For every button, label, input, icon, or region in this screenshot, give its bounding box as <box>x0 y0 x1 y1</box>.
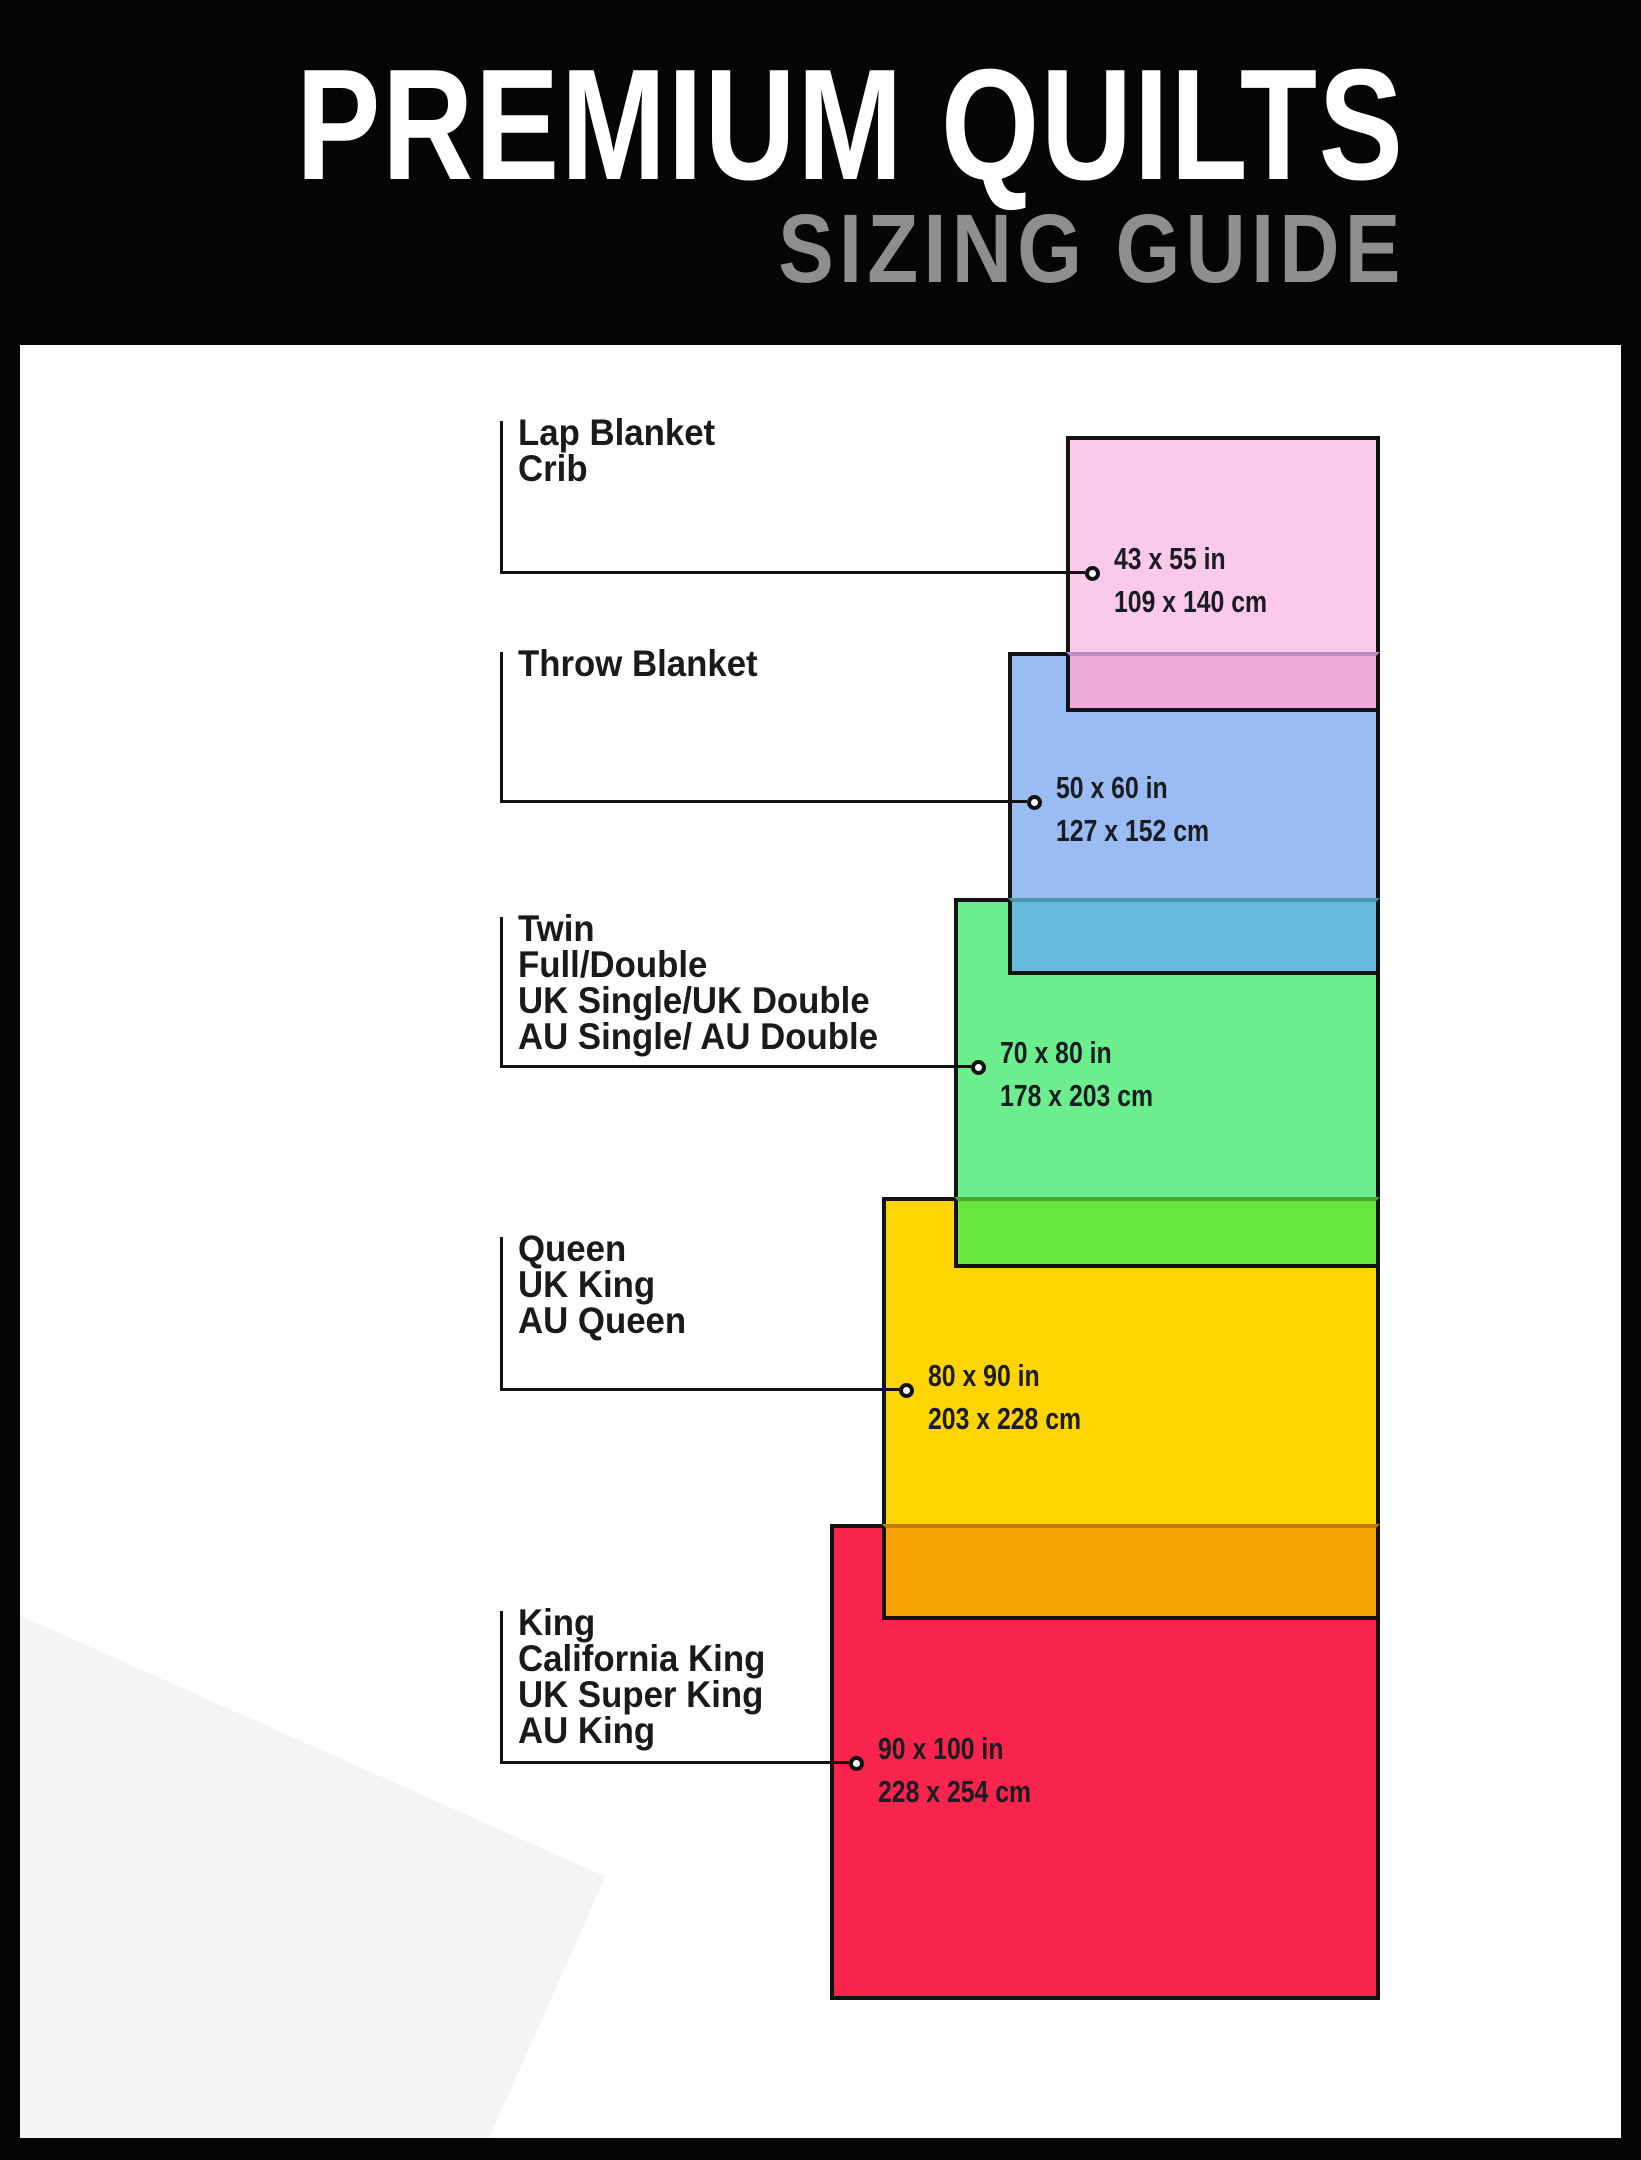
label-guide-line <box>500 652 503 803</box>
size-label-queen <box>518 1228 687 1341</box>
size-label-lap-crib <box>518 412 716 489</box>
size-label-line: UK King <box>518 1264 656 1305</box>
connector-dot <box>849 1756 864 1771</box>
size-label-line: Lap Blanket <box>518 412 716 453</box>
connector-dot <box>1085 566 1100 581</box>
dimension-cm: 109 x 140 cm <box>1114 584 1268 619</box>
label-guide-line <box>500 421 503 574</box>
overlap-band-twin-queen <box>954 1197 1380 1268</box>
dimension-inches: 90 x 100 in <box>878 1731 1004 1766</box>
dimension-cm: 178 x 203 cm <box>1000 1078 1154 1113</box>
dimension-text-lap-crib <box>1114 537 1267 623</box>
connector-line <box>500 800 1027 803</box>
size-label-line: King <box>518 1602 596 1643</box>
dimension-text-king <box>878 1727 1031 1813</box>
connector-dot <box>899 1383 914 1398</box>
size-label-line: AU King <box>518 1710 656 1751</box>
size-label-line: Queen <box>518 1228 627 1269</box>
dimension-text-twin <box>1000 1031 1153 1117</box>
label-guide-line <box>500 917 503 1068</box>
overlap-band-lap-throw <box>1066 652 1380 712</box>
size-label-line: Crib <box>518 448 588 489</box>
connector-line <box>500 1761 849 1764</box>
size-label-line: California King <box>518 1638 766 1679</box>
dimension-cm: 228 x 254 cm <box>878 1774 1032 1809</box>
dimension-text-queen <box>928 1354 1081 1440</box>
connector-dot <box>1027 795 1042 810</box>
dimension-inches: 50 x 60 in <box>1056 770 1168 805</box>
dimension-inches: 70 x 80 in <box>1000 1035 1112 1070</box>
size-label-line: Twin <box>518 908 595 949</box>
connector-line <box>500 1065 971 1068</box>
dimension-inches: 43 x 55 in <box>1114 541 1226 576</box>
size-label-line: UK Super King <box>518 1674 764 1715</box>
size-label-king <box>518 1602 766 1751</box>
size-label-line: Full/Double <box>518 944 708 985</box>
dimension-cm: 203 x 228 cm <box>928 1401 1082 1436</box>
connector-dot <box>971 1060 986 1075</box>
size-label-line: AU Queen <box>518 1300 687 1341</box>
overlap-band-queen-king <box>882 1524 1380 1620</box>
content-panel <box>20 345 1621 2138</box>
size-label-throw <box>518 643 758 684</box>
label-guide-line <box>500 1237 503 1391</box>
connector-line <box>500 1388 899 1391</box>
label-guide-line <box>500 1611 503 1764</box>
dimension-text-throw <box>1056 766 1209 852</box>
dimension-cm: 127 x 152 cm <box>1056 813 1210 848</box>
overlap-band-throw-twin <box>1008 898 1380 975</box>
page-title: PREMIUM QUILTS <box>296 37 1405 213</box>
size-label-line: Throw Blanket <box>518 643 758 684</box>
connector-line <box>500 571 1085 574</box>
size-label-line: AU Single/ AU Double <box>518 1016 879 1057</box>
size-label-twin <box>518 908 879 1057</box>
size-label-line: UK Single/UK Double <box>518 980 870 1021</box>
dimension-inches: 80 x 90 in <box>928 1358 1040 1393</box>
page-subtitle: SIZING GUIDE <box>777 194 1405 303</box>
